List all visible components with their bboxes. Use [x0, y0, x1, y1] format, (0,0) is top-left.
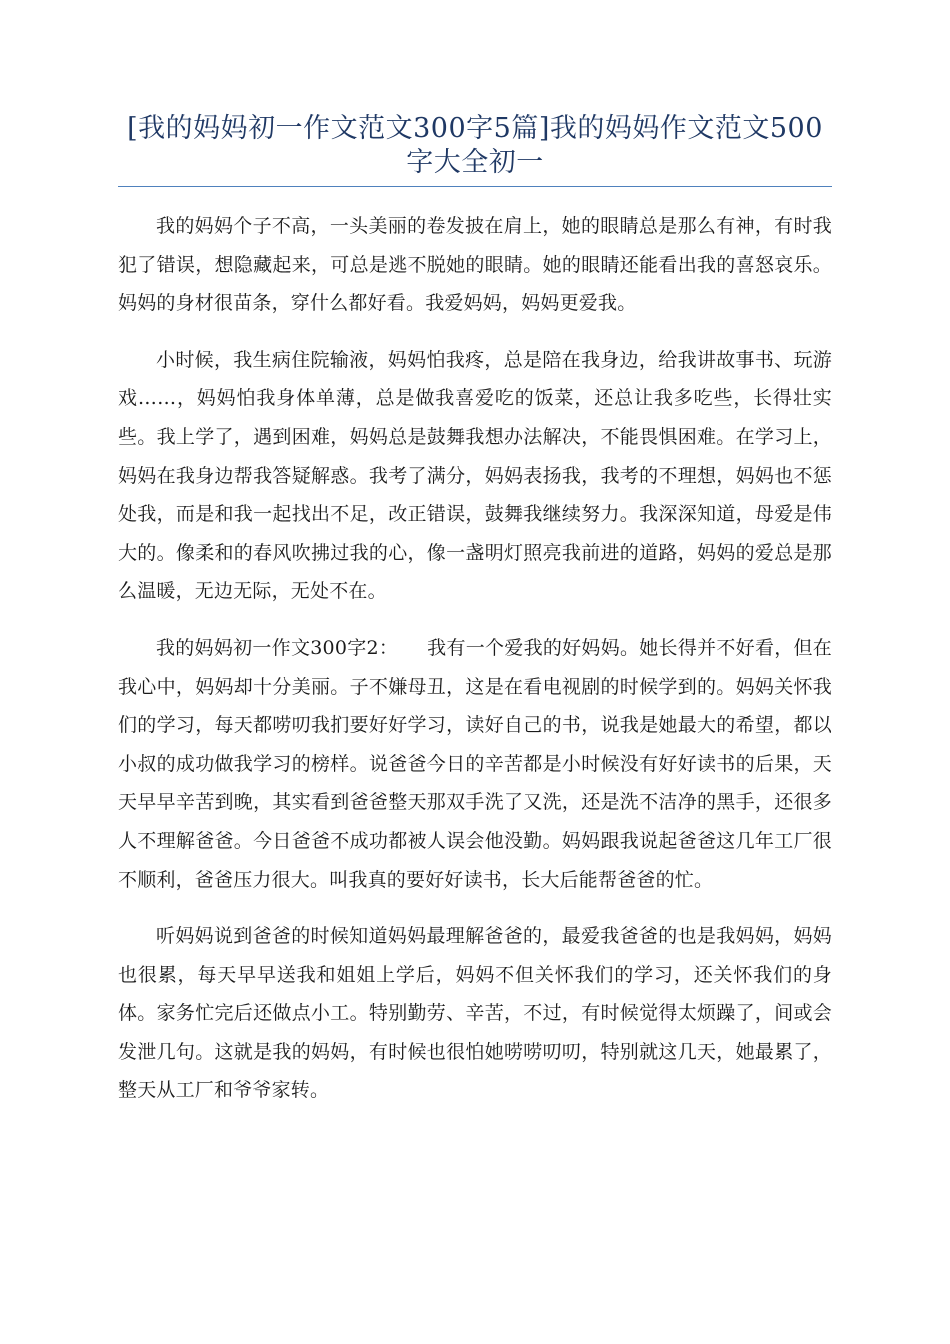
paragraph-4: 听妈妈说到爸爸的时候知道妈妈最理解爸爸的，最爱我爸爸的也是我妈妈，妈妈也很累，每天早早送我和姐姐上学后，妈妈不但关怀我们的学习，还关怀我们的身体。家务忙完后还做点小工。特别勤劳、辛苦，不过，有时候觉得太烦躁了，间或会发泄几句。这就是我的妈妈，有时候也很怕她唠唠叨叨，特别就这几天，她最累了，整天从工厂和爷爷家转。 [118, 925, 832, 1102]
title-block [118, 112, 832, 187]
paragraph-3: 我的妈妈初一作文300字2： 我有一个爱我的好妈妈。她长得并不好看，但在我心中，妈妈却十分美丽。子不嫌母丑，这是在看电视剧的时候学到的。妈妈关怀我们的学习，每天都唠叨我扪要好好学习，读好自己的书，说我是她最大的希望，都以小叔的成功做我学习的榜样。说爸爸今日的辛苦都是小时候没有好好读书的后果，天天早早辛苦到晚，其实看到爸爸整天那双手洗了又洗，还是洗不洁净的黑手，还很多人不理解爸爸。今日爸爸不成功都被人误会他没勤。妈妈跟我说起爸爸这几年工厂很不顺利，爸爸压力很大。叫我真的要好好读书，长大后能帮爸爸的忙。 [118, 636, 832, 891]
document-title: [我的妈妈初一作文范文300字5篇]我的妈妈作文范文500字大全初一 [127, 113, 823, 178]
document-body [118, 207, 832, 1128]
paragraph-2: 小时候，我生病住院输液，妈妈怕我疼，总是陪在我身边，给我讲故事书、玩游戏……，妈妈怕我身体单薄，总是做我喜爱吃的饭菜，还总让我多吃些，长得壮实些。我上学了，遇到困难，妈妈总是鼓舞我想办法解决，不能畏惧困难。在学习上，妈妈在我身边帮我答疑解惑。我考了满分，妈妈表扬我，我考的不理想，妈妈也不惩处我，而是和我一起找出不足，改正错误，鼓舞我继续努力。我深深知道，母爱是伟大的。像柔和的春风吹拂过我的心，像一盏明灯照亮我前进的道路，妈妈的爱总是那么温暖，无边无际，无处不在。 [118, 348, 832, 603]
paragraph-1: 我的妈妈个子不高，一头美丽的卷发披在肩上，她的眼睛总是那么有神，有时我犯了错误，想隐藏起来，可总是逃不脱她的眼睛。她的眼睛还能看出我的喜怒哀乐。妈妈的身材很苗条，穿什么都好看。我爱妈妈，妈妈更爱我。 [118, 215, 832, 315]
